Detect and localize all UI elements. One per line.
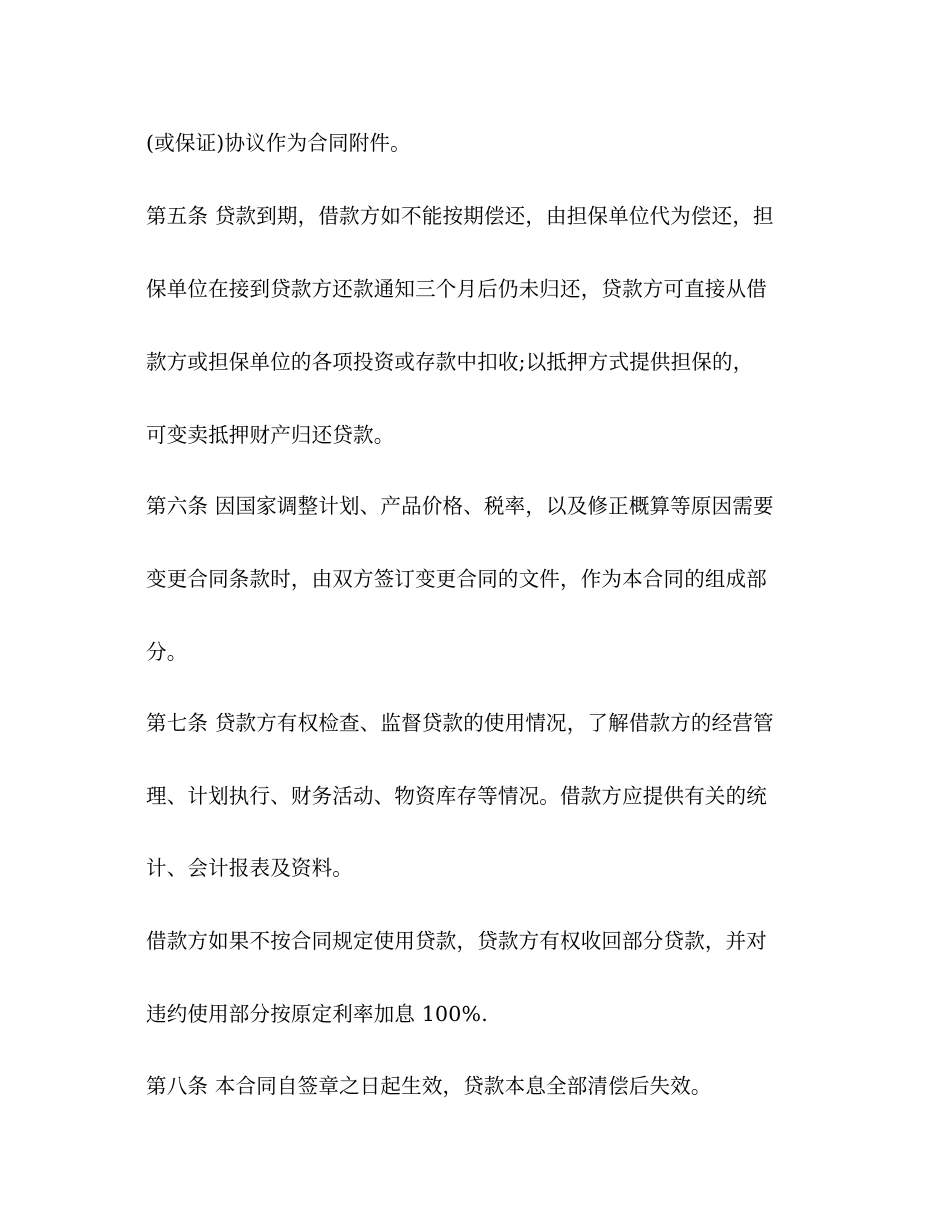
text-line: 第八条 本合同自签章之日起生效，贷款本息全部清偿后失效。 — [146, 1074, 712, 1098]
text-line: 保单位在接到贷款方还款通知三个月后仍未归还，贷款方可直接从借 — [146, 277, 767, 301]
text-line: 第五条 贷款到期，借款方如不能按期偿还，由担保单位代为偿还，担 — [146, 204, 774, 228]
text-line: 款方或担保单位的各项投资或存款中扣收;以抵押方式提供担保的， — [146, 350, 754, 374]
text-line: 违约使用部分按原定利率加息 100%. — [146, 1002, 488, 1026]
text-line: 第六条 因国家调整计划、产品价格、税率，以及修正概算等原因需要 — [146, 494, 774, 518]
text-line: 计、会计报表及资料。 — [146, 856, 353, 880]
text-line: 分。 — [146, 640, 188, 664]
text-line: (或保证)协议作为合同附件。 — [146, 131, 411, 155]
text-line: 可变卖抵押财产归还贷款。 — [146, 423, 395, 447]
text-line: 理、计划执行、财务活动、物资库存等情况。借款方应提供有关的统 — [146, 784, 767, 808]
text-line: 第七条 贷款方有权检查、监督贷款的使用情况，了解借款方的经营管 — [146, 711, 774, 735]
text-line: 变更合同条款时，由双方签订变更合同的文件，作为本合同的组成部 — [146, 567, 767, 591]
text-line: 借款方如果不按合同规定使用贷款，贷款方有权收回部分贷款，并对 — [146, 929, 767, 953]
